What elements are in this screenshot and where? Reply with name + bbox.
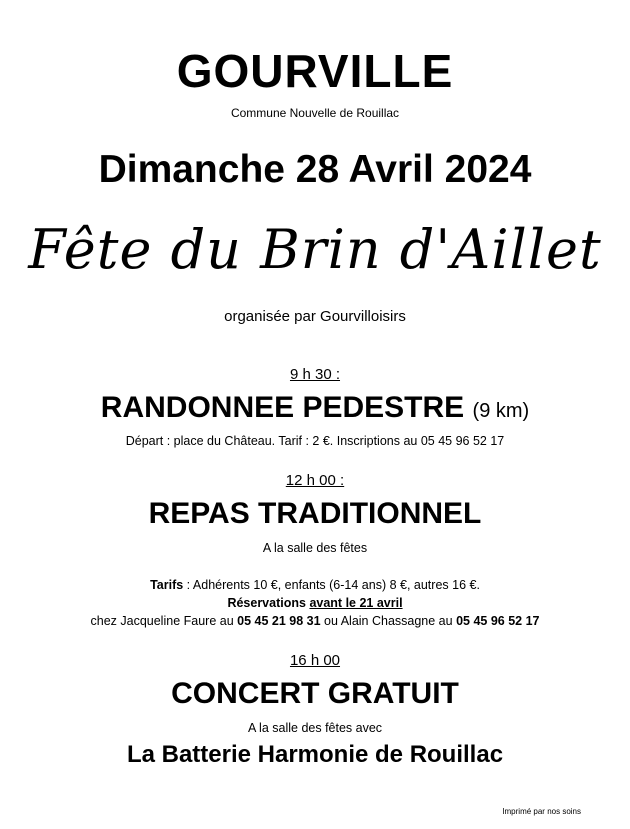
repas-contact [0, 614, 630, 628]
imprint-note: Imprimé par nos soins [502, 807, 581, 816]
contact-phone-2: 05 45 96 52 17 [456, 614, 540, 628]
event-title: Fête du Brin d'Aillet [28, 218, 602, 281]
repas-tarifs [0, 578, 630, 592]
randonnee-details: Départ : place du Château. Tarif : 2 €. Inscriptions au 05 45 96 52 17 [125, 434, 505, 448]
organizer-text: organisée par Gourvilloisirs [224, 308, 406, 325]
concert-location: A la salle des fêtes avec [247, 721, 383, 735]
randonnee-heading [0, 391, 630, 425]
tarifs-label: Tarifs [150, 578, 184, 592]
tarifs-text: : Adhérents 10 €, enfants (6-14 ans) 8 €, autres 16 €. [183, 578, 480, 592]
repas-time: 12 h 00 : [285, 472, 345, 489]
randonnee-time: 9 h 30 : [289, 366, 341, 383]
repas-title: REPAS TRADITIONNEL [148, 497, 482, 530]
concert-band: La Batterie Harmonie de Rouillac [126, 741, 504, 768]
concert-time: 16 h 00 [289, 652, 341, 669]
reservations-deadline: avant le 21 avril [309, 596, 403, 610]
reservations-label: Réservations [227, 596, 306, 610]
repas-location: A la salle des fêtes [262, 541, 368, 555]
randonnee-distance: (9 km) [472, 400, 530, 422]
concert-title: CONCERT GRATUIT [171, 677, 459, 710]
commune-subtitle: Commune Nouvelle de Rouillac [230, 106, 400, 120]
randonnee-title: RANDONNEE PEDESTRE [100, 391, 465, 424]
event-date: Dimanche 28 Avril 2024 [98, 148, 532, 191]
contact-prefix: chez Jacqueline Faure au [90, 614, 238, 628]
town-title: GOURVILLE [176, 45, 454, 97]
repas-reservations [0, 596, 630, 610]
contact-middle: ou Alain Chassagne au [320, 614, 457, 628]
contact-phone-1: 05 45 21 98 31 [237, 614, 321, 628]
